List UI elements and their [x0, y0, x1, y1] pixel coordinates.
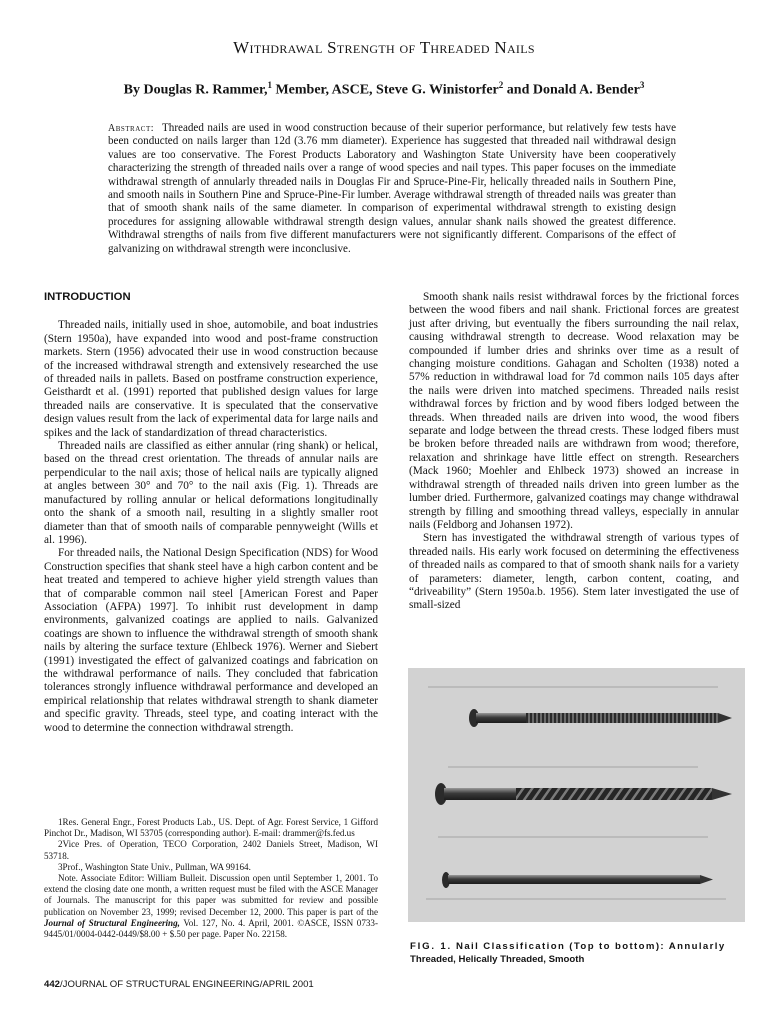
footnote-1: 1Res. General Engr., Forest Products Lab., US. Dept. of Agr. Forest Service, 1 Gifford Pinchot Dr., Madison, WI 53705 (corresponding author). E-mail: drammer@fs.fed.us — [44, 817, 378, 839]
figure-label: FIG. 1. — [410, 941, 452, 952]
intro-paragraph-2: Threaded nails are classified as either annular (ring shank) or helical, based on the thread crest orientation. The threads of annular nails are perpendicular to the nail axis; those of helical nails are typically aligned at angles between 30° and 70° to the nail axis (Fig. 1). Threads are manufactured by rolling annular or helical deformations longitudinally onto the shank of a smooth nail, resulting in a slightly smaller root diameter than that of smooth nails of comparable pennyweight (Wills et al. 1996). — [44, 440, 378, 546]
abstract-label: Abstract: — [108, 123, 155, 134]
author-2-suffix: and — [503, 82, 533, 98]
journal-footer: /JOURNAL OF STRUCTURAL ENGINEERING/APRIL 2001 — [60, 979, 314, 990]
abstract-text: Threaded nails are used in wood construction because of their superior performance, but relatively few tests have been conducted on nails larger than 12d (3.76 mm diameter). Experience has suggested that threaded nail withdrawal design values are too conservative. The Forest Products Laboratory and Washington State University have been cooperatively characterizing the strength of threaded nails over a range of wood species and nail types. This paper focuses on the immediate withdrawal strength of annularly threaded nails in Douglas Fir and Spruce-Pine-Fir, helically threaded nails in Southern Pine, and smooth nails in Southern Pine and Spruce-Pine-Fir lumber. Average withdrawal strength of threaded nails was greater than that of smooth shank nails of the same diameter. In comparison of experimental withdrawal strength to existing design procedures for assigning allowable withdrawal strength design values, annular shank nails showed the greatest difference. Withdrawal strengths of nails from five different manufacturers were not significantly different. Comparisons of the effect of galvanizing on withdrawal strength were inconclusive. — [108, 122, 676, 255]
right-paragraph-1: Smooth shank nails resist withdrawal forces by the frictional forces between the wood fibers and nail shank. Frictional forces are greatest just after driving, but eventually the fibers surrounding the nail relax, causing withdrawal strength to decrease. Wood relaxation may be compounded if lumber dries and shrinks over time as a result of changing moisture conditions. Gahagan and Scholten (1938) noted a 57% reduction in withdrawal load for 7d common nails 105 days after the nails were driven into matched specimens. Threaded nails resist withdrawal forces by friction and by wood fibers lodged between the threads. When threaded nails are driven into wood, the wood fibers separate and lodge between the thread crests. These lodged fibers must be broken before threaded nails are withdrawn from wood; therefore, relaxation and shrinkage have little effect on strength. Researchers (Mack 1960; Moehler and Ehlbeck 1973) showed an increase in withdrawal strength of threaded nails driven into green lumber as the lumber dried. Furthermore, galvanized coatings may change withdrawal strength by filling and smoothing thread valleys, especially in annular nails (Feldborg and Johansen 1972). — [409, 291, 739, 531]
footnote-3: 3Prof., Washington State Univ., Pullman, WA 99164. — [58, 861, 251, 872]
author-line — [0, 80, 768, 99]
note-text-a: Note. Associate Editor: William Bulleit. Discussion open until September 1, 2001. To extend the closing date one month, a written request must be filed with the ASCE Manager of Journals. The manuscript for this paper was submitted for review and possible publication on November 23, 1999; revised December 12, 2000. This paper is part of the — [44, 873, 378, 917]
intro-paragraph-1: Threaded nails, initially used in shoe, automobile, and boat industries (Stern 1950a), have expanded into wood and post-frame construction markets. Stern (1956) advocated their use in wood construction because of the increased withdrawal strength and extensively researched the use of threaded nails in pallets. Based on postframe construction experience, Geisthardt et al. (1991) reported that published design values for large threaded nails are conservative. It is speculated that the conservative design values result from the lack of experimental data for large nails and spikes and the lack of standardization of thread characteristics. — [44, 319, 378, 439]
page-number: 442 — [44, 979, 61, 990]
author-1-suffix: Member, ASCE, — [271, 82, 377, 98]
author-2-name: Steve G. Winistorfer — [376, 82, 499, 98]
author-1-name: Douglas R. Rammer, — [143, 82, 268, 98]
author-1-sup: 1 — [267, 80, 272, 90]
nail-photo-image — [408, 668, 745, 922]
nail-photo-figure — [408, 668, 745, 922]
footnote-2: 2Vice Pres. of Operation, TECO Corporation, 2402 Daniels Street, Madison, WI 53718. — [44, 839, 378, 861]
note-text-b: Vol. 127, No. 4. April, 2001. ©ASCE, ISSN 0733-9445/01/0004-0442-0449/$8.00 + $.50 per page. Paper No. 22158. — [44, 917, 378, 940]
author-3-sup: 3 — [639, 80, 645, 90]
footnote-note — [44, 873, 378, 940]
figure-caption-line-2: Threaded, Helically Threaded, Smooth — [410, 954, 585, 965]
page-footer — [44, 979, 314, 990]
author-2-sup: 2 — [498, 80, 504, 90]
footnotes — [44, 817, 378, 940]
figure-caption — [410, 940, 744, 966]
figure-caption-line-1: Nail Classification (Top to bottom): Annularly — [451, 941, 726, 952]
authors-prefix: By — [123, 82, 144, 98]
author-3-name: Donald A. Bender — [532, 82, 640, 98]
abstract-block — [108, 122, 676, 256]
introduction-heading: INTRODUCTION — [44, 291, 131, 303]
journal-name: Journal of Structural Engineering, — [44, 917, 180, 928]
paper-title: Withdrawal Strength of Threaded Nails — [233, 38, 535, 57]
intro-paragraph-3: For threaded nails, the National Design Specification (NDS) for Wood Construction specifies that shank steel have a high carbon content and be heat treated and tempered to achieve higher yield strength values than that of comparable common nail steel [American Forest and Paper Association (AFPA) 1997]. To inhibit rust development in damp environments, galvanized coatings are applied to nails. Galvanized coatings are shown to influence the withdrawal strength of smooth shank nails by altering the surface texture (Ehlbeck 1976). Werner and Siebert (1991) investigated the effect of galvanized coatings and fabrication on the withdrawal performance of nails. They concluded that fabrication tolerances strongly influence withdrawal performance and developed an empirical relationship that relates withdrawal strength to shank diameter and specific gravity. Threads, steel type, and coating interact with the wood to determine the connection withdrawal strength. — [44, 547, 378, 734]
right-column — [409, 291, 739, 613]
right-paragraph-2: Stern has investigated the withdrawal strength of various types of threaded nails. His early work focused on determining the effectiveness of threaded nails as compared to that of smooth shank nails for a variety of parameters: diameter, length, carbon content, coating, and “driveability” (Stern 1950a.b. 1956). Stem later investigated the use of small-sized — [409, 532, 739, 612]
left-column — [44, 291, 378, 735]
